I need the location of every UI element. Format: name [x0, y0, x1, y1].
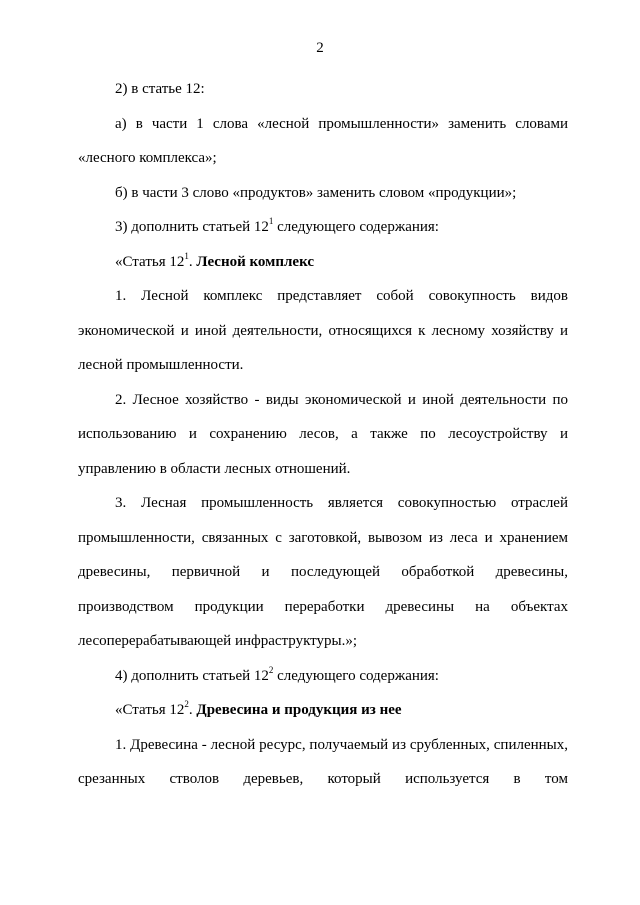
article-12-1-part-2: 2. Лесное хозяйство - виды экономической и иной деятельности по использованию и сохранению лесов, а также по лесоустройству и управлению в области лесных отношений. [78, 391, 568, 477]
document-body [78, 72, 568, 797]
item-2-a: а) в части 1 слова «лесной промышленности» заменить словами «лесного комплекса»; [78, 115, 568, 166]
item-2-b: б) в части 3 слово «продуктов» заменить словом «продукции»; [115, 184, 517, 201]
article-12-2-superscript: 2 [184, 699, 189, 709]
article-12-1-superscript: 1 [184, 250, 189, 261]
item-4-intro-text: 4) дополнить статьей 12 [115, 667, 269, 684]
item-4-intro-tail: следующего содержания: [273, 667, 439, 684]
item-3-intro-tail: следующего содержания: [273, 219, 439, 235]
article-12-1-label: «Статья 12 [115, 253, 185, 270]
item-4-intro [78, 659, 568, 694]
article-12-2-title: Древесина и продукция из нее [196, 702, 402, 718]
article-12-1-part-1: 1. Лесной комплекс представляет собой совокупность видов экономической и иной деятельности, относящихся к лесному хозяйству и лесной промышленности. [78, 288, 568, 373]
item-3-superscript: 1 [268, 216, 274, 226]
article-12-2-heading [78, 693, 568, 728]
item-2-intro: 2) в статье 12: [115, 81, 205, 97]
item-3-intro-text: 3) дополнить статьей 12 [115, 219, 269, 235]
article-12-1-title: Лесной комплекс [196, 253, 315, 270]
article-12-2-part-1: 1. Древесина - лесной ресурс, получаемый из срубленных, спиленных, срезанных стволов деревьев, который используется в том [78, 736, 568, 787]
article-12-1-part-3: 3. Лесная промышленность является совокупностью отраслей промышленности, связанных с заготовкой, вывозом из леса и хранением древесины, первичной и последующей обработкой древесины, производством продукции переработки древесины на объектах лесоперерабатывающей инфраструктуры.»; [78, 495, 568, 649]
article-12-2-label: «Статья 12 [115, 702, 185, 718]
item-4-superscript: 2 [268, 664, 274, 675]
item-3-intro [78, 210, 568, 245]
article-12-1-dot: . [188, 253, 197, 270]
article-12-1-heading [78, 245, 568, 280]
article-12-2-dot: . [188, 702, 197, 718]
page-number: 2 [316, 40, 324, 56]
